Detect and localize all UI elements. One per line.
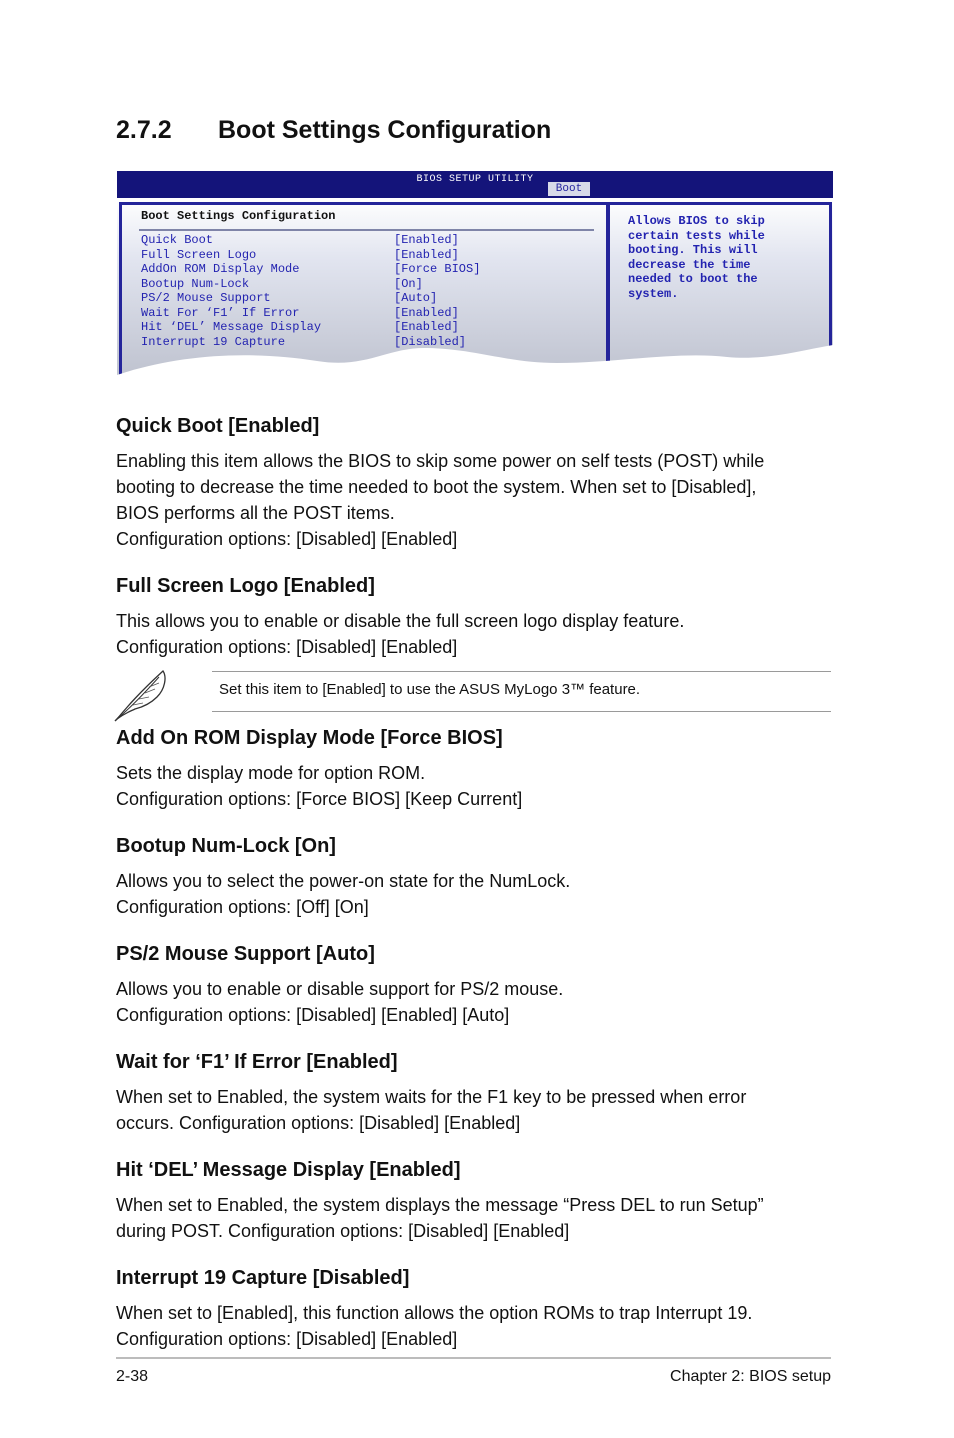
bios-separator (139, 229, 594, 231)
setting-heading-wait-f1: Wait for ‘F1’ If Error [Enabled] (116, 1051, 398, 1073)
desc-line: occurs. Configuration options: [Disabled] [Enabled] (116, 1113, 521, 1133)
bios-item-wait-for-f1[interactable] (141, 306, 601, 321)
note-top-rule (212, 671, 831, 672)
bios-utility-title: BIOS SETUP UTILITY (416, 174, 534, 185)
setting-desc-wait-f1 (116, 1084, 836, 1136)
desc-line: Configuration options: [Force BIOS] [Keep Current] (116, 789, 523, 809)
bios-item-label: PS/2 Mouse Support (141, 291, 271, 305)
bios-item-addon-rom-display-mode[interactable] (141, 262, 601, 277)
bios-item-interrupt-19-capture[interactable] (141, 335, 601, 350)
setting-heading-quick-boot: Quick Boot [Enabled] (116, 415, 320, 437)
desc-line: Sets the display mode for option ROM. (116, 763, 426, 783)
bios-panel-heading: Boot Settings Configuration (141, 209, 336, 223)
bios-item-value: [Enabled] (394, 305, 459, 320)
setting-desc-interrupt-19 (116, 1300, 836, 1352)
desc-line: When set to Enabled, the system displays the message “Press DEL to run Setup” (116, 1195, 764, 1215)
desc-line: Allows you to enable or disable support for PS/2 mouse. (116, 979, 564, 999)
bios-item-hit-del-message[interactable] (141, 320, 601, 335)
bios-item-label: Interrupt 19 Capture (141, 334, 286, 349)
bios-item-ps2-mouse-support[interactable] (141, 291, 601, 306)
bios-item-label: Hit ‘DEL’ Message Display (141, 320, 322, 334)
bios-item-value: [Enabled] (394, 320, 459, 334)
footer-rule (116, 1357, 831, 1359)
bios-item-full-screen-logo[interactable] (141, 248, 601, 263)
desc-line: Configuration options: [Disabled] [Enabled] (116, 529, 458, 549)
setting-desc-addon-rom (116, 760, 836, 812)
bios-item-value: [Force BIOS] (394, 262, 481, 276)
desc-line: Allows you to select the power-on state for the NumLock. (116, 871, 571, 891)
setting-heading-bootup-num-lock: Bootup Num-Lock [On] (116, 835, 336, 857)
desc-line: Configuration options: [Disabled] [Enabled] [Auto] (116, 1005, 510, 1025)
desc-line: When set to Enabled, the system waits for the F1 key to be pressed when error (116, 1087, 747, 1107)
desc-line: This allows you to enable or disable the full screen logo display feature. (116, 611, 685, 631)
bios-item-list (141, 233, 601, 349)
setting-heading-addon-rom: Add On ROM Display Mode [Force BIOS] (116, 727, 503, 749)
bios-item-label: Full Screen Logo (141, 247, 257, 262)
bios-help-text: Allows BIOS to skip certain tests while booting. This will decrease the time needed to boot the system. (628, 214, 765, 301)
page-number: 2-38 (116, 1368, 149, 1385)
setting-desc-quick-boot (116, 448, 836, 552)
note-bottom-rule (212, 711, 831, 712)
bios-item-value: [Disabled] (394, 334, 467, 349)
setting-desc-full-screen-logo (116, 608, 836, 660)
bios-tab-boot[interactable]: Boot (548, 182, 590, 196)
section-number: 2.7.2 (116, 116, 172, 144)
desc-line: during POST. Configuration options: [Disabled] [Enabled] (116, 1221, 570, 1241)
bios-screenshot (117, 171, 833, 406)
setting-heading-hit-del: Hit ‘DEL’ Message Display [Enabled] (116, 1159, 461, 1181)
setting-heading-interrupt-19: Interrupt 19 Capture [Disabled] (116, 1267, 410, 1289)
bios-item-label: Wait For ‘F1’ If Error (141, 305, 300, 320)
bios-item-value: [Auto] (394, 291, 438, 305)
setting-heading-full-screen-logo: Full Screen Logo [Enabled] (116, 575, 375, 597)
bios-item-label: Quick Boot (141, 233, 214, 247)
bios-item-quick-boot[interactable] (141, 233, 601, 248)
desc-line: Configuration options: [Off] [On] (116, 897, 369, 917)
bios-torn-edge (117, 345, 833, 406)
desc-line: Configuration options: [Disabled] [Enabled] (116, 1329, 458, 1349)
bios-item-value: [Enabled] (394, 247, 459, 262)
bios-item-label: AddOn ROM Display Mode (141, 262, 300, 276)
chapter-label: Chapter 2: BIOS setup (670, 1368, 831, 1385)
section-title-text: Boot Settings Configuration (218, 116, 552, 144)
bios-item-label: Bootup Num-Lock (141, 276, 250, 291)
desc-line: Configuration options: [Disabled] [Enabled] (116, 637, 458, 657)
setting-desc-bootup-num-lock (116, 868, 836, 920)
setting-desc-ps2-mouse (116, 976, 836, 1028)
note-text: Set this item to [Enabled] to use the ASUS MyLogo 3™ feature. (219, 681, 641, 698)
setting-heading-ps2-mouse: PS/2 Mouse Support [Auto] (116, 943, 375, 965)
desc-line: booting to decrease the time needed to boot the system. When set to [Disabled], (116, 477, 757, 497)
desc-line: BIOS performs all the POST items. (116, 503, 395, 523)
desc-line: Enabling this item allows the BIOS to skip some power on self tests (POST) while (116, 451, 765, 471)
section-title (116, 116, 551, 145)
bios-item-bootup-num-lock[interactable] (141, 277, 601, 292)
desc-line: When set to [Enabled], this function allows the option ROMs to trap Interrupt 19. (116, 1303, 753, 1323)
feather-pen-icon (113, 667, 171, 723)
setting-desc-hit-del (116, 1192, 836, 1244)
bios-item-value: [Enabled] (394, 233, 459, 247)
bios-item-value: [On] (394, 276, 423, 291)
